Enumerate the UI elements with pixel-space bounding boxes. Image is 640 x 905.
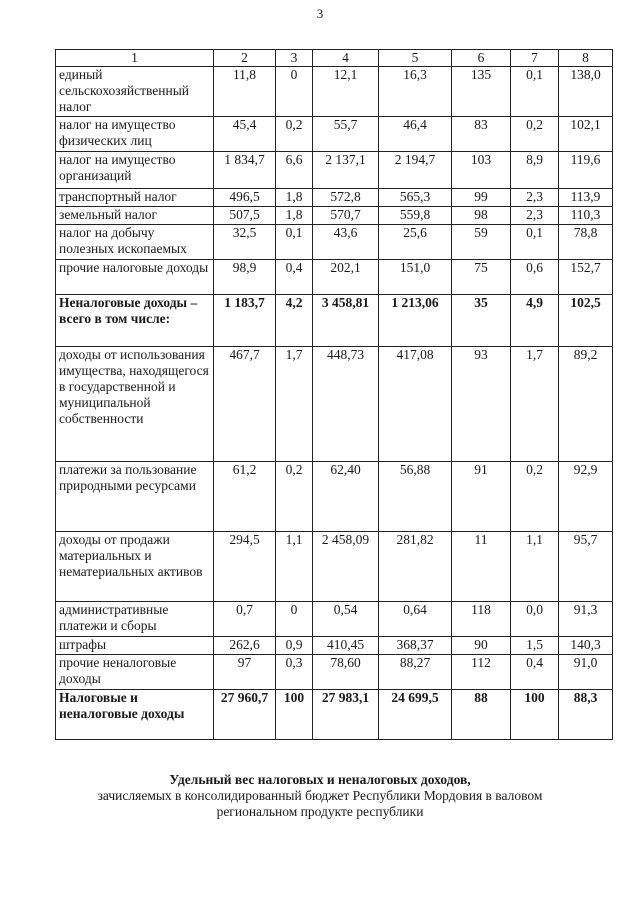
- table-cell: 100: [511, 690, 559, 740]
- table-cell: 0,9: [276, 637, 313, 655]
- table-row: [56, 152, 613, 189]
- row-label: штрафы: [56, 637, 214, 655]
- table-cell: 0,64: [379, 602, 452, 637]
- row-label: налог на добычу полезных ископаемых: [56, 225, 214, 260]
- page-number: 3: [316, 6, 324, 21]
- table-cell: 100: [276, 690, 313, 740]
- table-header-row: [56, 50, 613, 67]
- table-cell: 448,73: [313, 347, 379, 462]
- table-cell: 98,9: [214, 260, 276, 295]
- table-cell: 118: [452, 602, 511, 637]
- table-cell: 103: [452, 152, 511, 189]
- table-cell: 140,3: [559, 637, 613, 655]
- table-cell: 43,6: [313, 225, 379, 260]
- table-cell: 0: [276, 602, 313, 637]
- row-label: доходы от использования имущества, находящегося в государственной и муниципальной собственности: [56, 347, 214, 462]
- row-label: налог на имущество организаций: [56, 152, 214, 189]
- row-label: доходы от продажи материальных и нематериальных активов: [56, 532, 214, 602]
- table-cell: 91,0: [559, 655, 613, 690]
- table-row: [56, 602, 613, 637]
- table-cell: 27 983,1: [313, 690, 379, 740]
- table-cell: 0,1: [276, 225, 313, 260]
- table-cell: 62,40: [313, 462, 379, 532]
- table-cell: 8,9: [511, 152, 559, 189]
- table-cell: 2 458,09: [313, 532, 379, 602]
- table-cell: 135: [452, 67, 511, 117]
- table-cell: 294,5: [214, 532, 276, 602]
- table-cell: 507,5: [214, 207, 276, 225]
- table-cell: 1,1: [276, 532, 313, 602]
- column-header: 2: [214, 50, 276, 67]
- table-row: [56, 655, 613, 690]
- table-row: [56, 462, 613, 532]
- table-cell: 16,3: [379, 67, 452, 117]
- table-cell: 2 137,1: [313, 152, 379, 189]
- table-cell: 56,88: [379, 462, 452, 532]
- row-label: платежи за пользование природными ресурсами: [56, 462, 214, 532]
- table-cell: 1 834,7: [214, 152, 276, 189]
- section-caption: [0, 772, 640, 820]
- table-cell: 1,5: [511, 637, 559, 655]
- row-label: транспортный налог: [56, 189, 214, 207]
- table-row: [56, 117, 613, 152]
- table-cell: 24 699,5: [379, 690, 452, 740]
- column-header: 1: [56, 50, 214, 67]
- row-label: Неналоговые доходы – всего в том числе:: [56, 295, 214, 347]
- table-cell: 2,3: [511, 189, 559, 207]
- table-cell: 570,7: [313, 207, 379, 225]
- table-cell: 138,0: [559, 67, 613, 117]
- table-cell: 25,6: [379, 225, 452, 260]
- table-cell: 1,8: [276, 189, 313, 207]
- row-label: Налоговые и неналоговые доходы: [56, 690, 214, 740]
- table-cell: 91,3: [559, 602, 613, 637]
- table-row: [56, 690, 613, 740]
- table-cell: 12,1: [313, 67, 379, 117]
- table-cell: 0,1: [511, 67, 559, 117]
- table-cell: 110,3: [559, 207, 613, 225]
- table-cell: 119,6: [559, 152, 613, 189]
- table-cell: 102,1: [559, 117, 613, 152]
- table-cell: 45,4: [214, 117, 276, 152]
- table-cell: 78,60: [313, 655, 379, 690]
- table-cell: 0,2: [276, 117, 313, 152]
- table-cell: 368,37: [379, 637, 452, 655]
- table-row: [56, 225, 613, 260]
- table-cell: 202,1: [313, 260, 379, 295]
- table-cell: 496,5: [214, 189, 276, 207]
- table-cell: 32,5: [214, 225, 276, 260]
- table-cell: 88: [452, 690, 511, 740]
- table-cell: 262,6: [214, 637, 276, 655]
- revenue-table: [55, 49, 613, 740]
- table-cell: 90: [452, 637, 511, 655]
- table-cell: 88,3: [559, 690, 613, 740]
- table-cell: 83: [452, 117, 511, 152]
- table-cell: 55,7: [313, 117, 379, 152]
- table-cell: 0,1: [511, 225, 559, 260]
- table-cell: 559,8: [379, 207, 452, 225]
- table-cell: 1,7: [276, 347, 313, 462]
- caption-line: зачисляемых в консолидированный бюджет Республики Мордовия в валовом: [97, 788, 543, 803]
- table-cell: 91: [452, 462, 511, 532]
- table-cell: 467,7: [214, 347, 276, 462]
- table-row: [56, 67, 613, 117]
- row-label: земельный налог: [56, 207, 214, 225]
- table-body: [56, 50, 613, 740]
- table-cell: 281,82: [379, 532, 452, 602]
- table-cell: 89,2: [559, 347, 613, 462]
- table-cell: 0,6: [511, 260, 559, 295]
- column-header: 4: [313, 50, 379, 67]
- table-cell: 75: [452, 260, 511, 295]
- table-cell: 151,0: [379, 260, 452, 295]
- table-cell: 565,3: [379, 189, 452, 207]
- table-row: [56, 260, 613, 295]
- table-cell: 11,8: [214, 67, 276, 117]
- table-cell: 61,2: [214, 462, 276, 532]
- table-cell: 46,4: [379, 117, 452, 152]
- table-cell: 410,45: [313, 637, 379, 655]
- table-cell: 0,2: [511, 462, 559, 532]
- table-cell: 0,2: [511, 117, 559, 152]
- table-cell: 572,8: [313, 189, 379, 207]
- table-cell: 78,8: [559, 225, 613, 260]
- table-cell: 3 458,81: [313, 295, 379, 347]
- table-cell: 93: [452, 347, 511, 462]
- column-header: 5: [379, 50, 452, 67]
- table-row: [56, 532, 613, 602]
- column-header: 7: [511, 50, 559, 67]
- table-row: [56, 207, 613, 225]
- column-header: 6: [452, 50, 511, 67]
- table-cell: 35: [452, 295, 511, 347]
- table-cell: 0,7: [214, 602, 276, 637]
- table-cell: 1,7: [511, 347, 559, 462]
- row-label: прочие налоговые доходы: [56, 260, 214, 295]
- table-cell: 0: [276, 67, 313, 117]
- table-cell: 112: [452, 655, 511, 690]
- table-cell: 1,8: [276, 207, 313, 225]
- table-row: [56, 637, 613, 655]
- table-cell: 0,4: [276, 260, 313, 295]
- table-cell: 98: [452, 207, 511, 225]
- caption-line: региональном продукте республики: [216, 804, 424, 819]
- table-row: [56, 189, 613, 207]
- table-cell: 59: [452, 225, 511, 260]
- table-cell: 102,5: [559, 295, 613, 347]
- table-cell: 0,0: [511, 602, 559, 637]
- table-cell: 4,9: [511, 295, 559, 347]
- table-cell: 152,7: [559, 260, 613, 295]
- table-cell: 97: [214, 655, 276, 690]
- table-cell: 0,4: [511, 655, 559, 690]
- table-cell: 1,1: [511, 532, 559, 602]
- table-cell: 417,08: [379, 347, 452, 462]
- row-label: единый сельскохозяйственный налог: [56, 67, 214, 117]
- table-cell: 0,3: [276, 655, 313, 690]
- table-cell: 4,2: [276, 295, 313, 347]
- caption-title: Удельный вес налоговых и неналоговых доходов,: [169, 772, 471, 787]
- table-cell: 0,54: [313, 602, 379, 637]
- table-row: [56, 295, 613, 347]
- table-cell: 2 194,7: [379, 152, 452, 189]
- table-cell: 1 183,7: [214, 295, 276, 347]
- table-cell: 1 213,06: [379, 295, 452, 347]
- table-cell: 11: [452, 532, 511, 602]
- table-cell: 88,27: [379, 655, 452, 690]
- table-cell: 27 960,7: [214, 690, 276, 740]
- table-row: [56, 347, 613, 462]
- row-label: налог на имущество физических лиц: [56, 117, 214, 152]
- table-cell: 113,9: [559, 189, 613, 207]
- table-cell: 99: [452, 189, 511, 207]
- table-cell: 6,6: [276, 152, 313, 189]
- row-label: административные платежи и сборы: [56, 602, 214, 637]
- table-cell: 0,2: [276, 462, 313, 532]
- column-header: 8: [559, 50, 613, 67]
- row-label: прочие неналоговые доходы: [56, 655, 214, 690]
- table-cell: 95,7: [559, 532, 613, 602]
- table-cell: 2,3: [511, 207, 559, 225]
- column-header: 3: [276, 50, 313, 67]
- table-cell: 92,9: [559, 462, 613, 532]
